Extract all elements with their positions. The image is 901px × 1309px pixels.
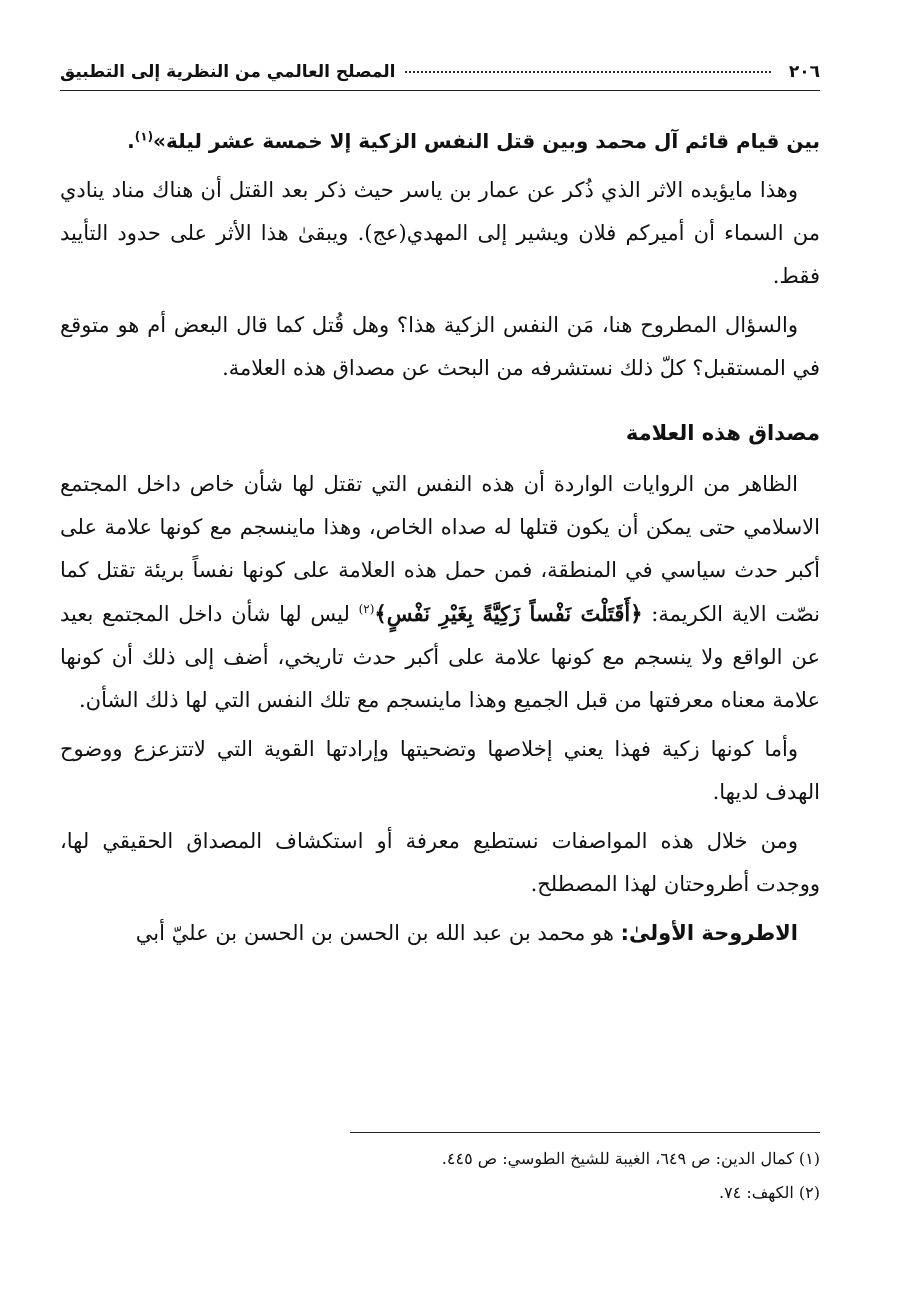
footnote-ref-2: (٢) — [358, 602, 375, 616]
paragraph-5: وأما كونها زكية فهذا يعني إخلاصها وتضحيتها وإرادتها القوية التي لاتتزعزع ووضوح الهدف لديها. — [60, 737, 820, 804]
quran-verse: ﴿أَقَتَلْتَ نَفْساً زَكِيَّةً بِغَيْرِ نَفْسٍ﴾ — [374, 601, 643, 626]
paragraph-3: والسؤال المطروح هنا، مَن النفس الزكية هذا؟ وهل قُتل كما قال البعض أم هو متوقع في المستقبل؟ كلّ ذلك نستشرفه من البحث عن مصداق هذه العلامة. — [60, 313, 820, 380]
paragraph-4-text-b: ليس لها شأن داخل المجتمع بعيد عن الواقع ولا ينسجم مع كونها علامة على أكبر حدث تاريخي، أضف إلى ذلك أن كونها علامة معناه معرفتها من قبل الجميع وهذا ماينسجم مع تلك النفس التي لها ذلك الشأن. — [60, 602, 820, 712]
section-heading: مصداق هذه العلامة — [625, 421, 820, 445]
paragraph-6: ومن خلال هذه المواصفات نستطيع معرفة أو استكشاف المصداق الحقيقي لها، ووجدت أطروحتان لهذا المصطلح. — [60, 829, 820, 896]
paragraph-4 — [60, 463, 820, 722]
header-title: المصلح العالمي من النظرية إلى التطبيق — [60, 62, 396, 82]
thesis-label: الاطروحة الأولىٰ: — [620, 921, 798, 945]
running-header — [60, 54, 820, 91]
document-page — [60, 40, 820, 1270]
page-number: ٢٠٦ — [788, 62, 820, 82]
paragraph-4-text-a: الظاهر من الروايات الواردة أن هذه النفس التي تقتل لها شأن خاص داخل المجتمع الاسلامي حتى يمكن أن يكون قتلها له صداه الخاص، وهذا ماينسجم مع كونها علامة على أكبر حدث سياسي في المنطقة، فمن حمل هذه العلامة على كونها نفساً بريئة تقتل كما نصّت الاية الكريمة: — [60, 472, 820, 626]
paragraph-1-end: . — [127, 129, 135, 153]
footnotes — [60, 1142, 820, 1210]
header-dot-leader — [405, 71, 770, 73]
footnote-1: (١) كمال الدين: ص ٦٤٩، الغيبة للشيخ الطوسي: ص ٤٤٥. — [441, 1149, 820, 1168]
body-text — [60, 120, 820, 961]
paragraph-1-text: بين قيام قائم آل محمد وبين قتل النفس الزكية إلا خمسة عشر ليلة» — [153, 129, 820, 153]
paragraph-1 — [60, 120, 820, 163]
footnote-2: (٢) الكهف: ٧٤. — [718, 1183, 820, 1202]
footnote-ref-1: (١) — [134, 129, 154, 144]
paragraph-7 — [60, 912, 820, 955]
footnote-divider — [350, 1132, 820, 1133]
paragraph-2: وهذا مايؤيده الاثر الذي ذُكر عن عمار بن ياسر حيث ذكر بعد القتل أن هناك مناد ينادي من السماء أن أميركم فلان ويشير إلى المهدي(عج). ويبقىٰ هذا الأثر على حدود التأييد فقط. — [60, 178, 820, 288]
paragraph-7-text: هو محمد بن عبد الله بن الحسن بن الحسن بن عليّ أبي — [135, 921, 614, 945]
